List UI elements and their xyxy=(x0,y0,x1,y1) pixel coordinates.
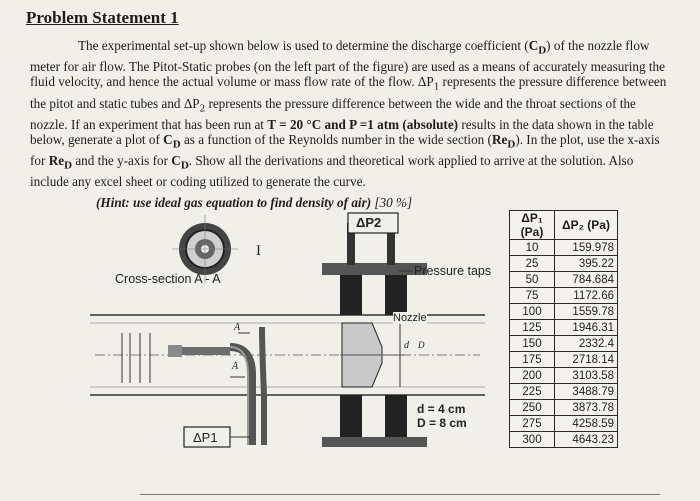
table-row xyxy=(510,400,618,416)
dp2-cell: 395.22 xyxy=(555,256,618,272)
dp1-cell: 25 xyxy=(510,256,555,272)
pressure-taps-label: Pressure taps xyxy=(414,264,492,278)
table-row xyxy=(510,272,618,288)
dp2-cell: 1559.78 xyxy=(555,304,618,320)
table-row xyxy=(510,304,618,320)
problem-paragraph: The experimental set-up shown below is used to determine the discharge coefficient $(C_D)$ of the nozzle flow meter for air flow. The Pitot-Static probes (on the left part of the figure) are used as a means of accurately measuring the fluid velocity, and hence the actual volume or mass flow rate of the flow. $\Delta P_1$ represents the pressure difference between the pitot and static tubes and $\Delta P_2$ represents the pressure difference between the wide and the throat sections of the nozzle. If an experiment that has been run at T = 20 °C and P =1 atm (absolute) results in the data shown in the table below, generate a plot of $C_D$ as a function of the Reynolds number in the wide section $(Re_D)$. In the plot, use the x-axis for $Re_D$ and the y-axis for $C_D$. Show all the derivations and theoretical work applied to arrive at the solution. Also include any excel sheet or coding utilized to generate the curve. xyxy=(30,38,667,190)
a-marker-top: A xyxy=(234,322,241,333)
dp1-cell: 125 xyxy=(510,320,555,336)
dp2-cell: 1946.31 xyxy=(555,320,618,336)
table-row xyxy=(510,416,618,432)
table-row xyxy=(510,432,618,448)
table-row xyxy=(510,336,618,352)
dp1-cell: 10 xyxy=(510,240,555,256)
dp1-cell: 175 xyxy=(510,352,555,368)
table-row xyxy=(510,368,618,384)
column-header-dp1: ΔP₁ (Pa) xyxy=(510,211,555,240)
dp1-cell: 75 xyxy=(510,288,555,304)
cross-section-label: Cross-section A - A xyxy=(115,272,221,286)
a-marker-bottom: A xyxy=(232,361,239,372)
table-row xyxy=(510,384,618,400)
i-label: I xyxy=(256,243,261,259)
dp2-cell: 3873.78 xyxy=(555,400,618,416)
dp2-cell: 2718.14 xyxy=(555,352,618,368)
table-row xyxy=(510,240,618,256)
d-value: d = 4 cm xyxy=(417,402,466,416)
divider xyxy=(140,494,660,495)
dp1-cell: 225 xyxy=(510,384,555,400)
table-row xyxy=(510,256,618,272)
table-row xyxy=(510,288,618,304)
problem-title: Problem Statement 1 xyxy=(26,8,179,27)
table-row xyxy=(510,352,618,368)
pressure-data-table xyxy=(509,210,618,448)
d-marker: d xyxy=(404,340,409,351)
dp2-cell: 3103.58 xyxy=(555,368,618,384)
hint-line: (Hint: use ideal gas equation to find density of air) [30 %] xyxy=(96,195,413,210)
dp2-cell: 2332.4 xyxy=(555,336,618,352)
dp1-cell: 275 xyxy=(510,416,555,432)
dp1-label: ΔP1 xyxy=(193,430,218,445)
dp2-cell: 1172.66 xyxy=(555,288,618,304)
dp1-cell: 300 xyxy=(510,432,555,448)
dp1-cell: 250 xyxy=(510,400,555,416)
table-row xyxy=(510,320,618,336)
dp2-label: ΔP2 xyxy=(356,215,382,230)
dp1-cell: 200 xyxy=(510,368,555,384)
D-value: D = 8 cm xyxy=(417,416,467,430)
dp2-cell: 4643.23 xyxy=(555,432,618,448)
D-marker: D xyxy=(418,340,425,350)
dp1-cell: 100 xyxy=(510,304,555,320)
nozzle-setup-diagram xyxy=(0,205,505,490)
dp1-cell: 50 xyxy=(510,272,555,288)
dp2-cell: 784.684 xyxy=(555,272,618,288)
dp2-cell: 4258.59 xyxy=(555,416,618,432)
dp1-cell: 150 xyxy=(510,336,555,352)
dp2-cell: 159.978 xyxy=(555,240,618,256)
nozzle-label: Nozzle xyxy=(393,312,427,324)
column-header-dp2: ΔP₂ (Pa) xyxy=(555,211,618,240)
dp2-cell: 3488.79 xyxy=(555,384,618,400)
